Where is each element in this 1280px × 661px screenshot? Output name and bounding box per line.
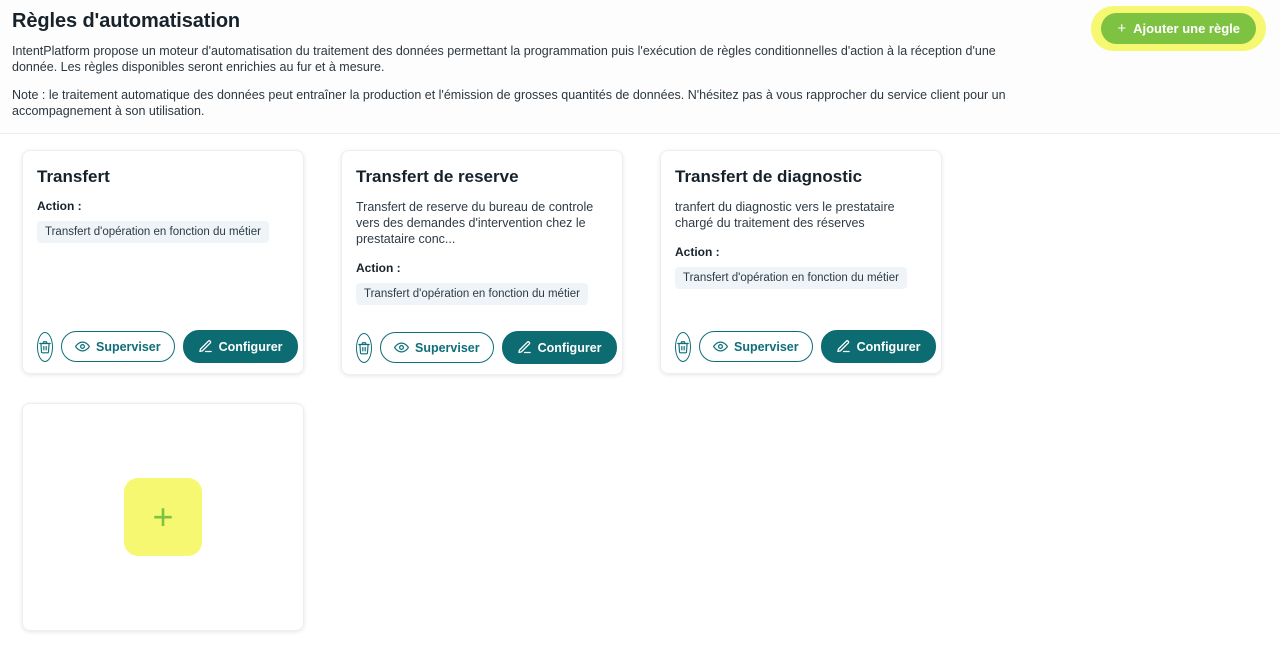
eye-icon bbox=[713, 339, 728, 354]
edit-icon bbox=[836, 339, 851, 354]
trash-icon bbox=[357, 341, 371, 355]
supervise-label: Superviser bbox=[96, 339, 161, 354]
add-tile[interactable] bbox=[124, 478, 202, 556]
rule-card-description: tranfert du diagnostic vers le prestataire chargé du traitement des réserves bbox=[675, 200, 895, 230]
rule-card[interactable] bbox=[660, 150, 942, 374]
supervise-label: Superviser bbox=[415, 340, 480, 355]
rule-card[interactable] bbox=[341, 150, 623, 375]
supervise-button[interactable] bbox=[61, 331, 175, 362]
trash-icon bbox=[676, 340, 690, 354]
configure-label: Configurer bbox=[856, 339, 921, 354]
trash-icon bbox=[38, 340, 52, 354]
rules-area bbox=[0, 134, 1280, 631]
page-title: Règles d'automatisation bbox=[12, 10, 241, 32]
delete-button[interactable] bbox=[675, 332, 691, 362]
supervise-button[interactable] bbox=[380, 332, 494, 363]
supervise-label: Superviser bbox=[734, 339, 799, 354]
rule-card[interactable] bbox=[22, 150, 304, 374]
rule-card-description: Transfert de reserve du bureau de controle vers des demandes d'intervention chez le prestataire conc... bbox=[356, 200, 594, 246]
rule-action-label: Action : bbox=[356, 261, 401, 275]
rule-card-list bbox=[22, 150, 1260, 375]
rule-card-actions bbox=[675, 328, 927, 363]
card-spacer bbox=[37, 243, 289, 314]
card-spacer bbox=[356, 305, 608, 315]
rule-card-title: Transfert bbox=[37, 167, 110, 186]
rule-card-actions bbox=[356, 329, 608, 364]
configure-label: Configurer bbox=[537, 340, 602, 355]
delete-button[interactable] bbox=[356, 333, 372, 363]
rule-action-value: Transfert d'opération en fonction du métier bbox=[356, 283, 588, 305]
eye-icon bbox=[394, 340, 409, 355]
rule-card-title: Transfert de reserve bbox=[356, 167, 519, 186]
rule-action-label: Action : bbox=[675, 245, 720, 259]
add-rule-highlight bbox=[1091, 6, 1266, 51]
rule-action-label: Action : bbox=[37, 199, 82, 213]
delete-button[interactable] bbox=[37, 332, 53, 362]
supervise-button[interactable] bbox=[699, 331, 813, 362]
rule-action-value: Transfert d'opération en fonction du métier bbox=[37, 221, 269, 243]
intro-paragraph: IntentPlatform propose un moteur d'automatisation du traitement des données permettant la programmation puis l'exécution de règles conditionnelles d'action à la réception d'une donnée. Les règles disponibles seront enrichies au fur et à mesure. bbox=[12, 44, 996, 74]
rule-card-actions bbox=[37, 328, 289, 363]
plus-icon: + bbox=[152, 496, 174, 537]
plus-icon: + bbox=[1117, 20, 1127, 37]
edit-icon bbox=[198, 339, 213, 354]
configure-button[interactable] bbox=[502, 331, 617, 364]
rule-card-title: Transfert de diagnostic bbox=[675, 167, 863, 186]
add-card-row bbox=[22, 403, 1260, 631]
configure-button[interactable] bbox=[183, 330, 298, 363]
edit-icon bbox=[517, 340, 532, 355]
eye-icon bbox=[75, 339, 90, 354]
add-rule-label: Ajouter une règle bbox=[1133, 21, 1240, 36]
add-rule-button[interactable] bbox=[1101, 13, 1256, 44]
configure-label: Configurer bbox=[218, 339, 283, 354]
note-paragraph: Note : le traitement automatique des données peut entraîner la production et l'émission de grosses quantités de données. N'hésitez pas à vous rapprocher du service client pour un accompagnement à son utilisation. bbox=[12, 88, 1006, 118]
add-rule-card[interactable] bbox=[22, 403, 304, 631]
configure-button[interactable] bbox=[821, 330, 936, 363]
rule-action-value: Transfert d'opération en fonction du métier bbox=[675, 267, 907, 289]
page-header bbox=[0, 0, 1280, 134]
card-spacer bbox=[675, 289, 927, 314]
